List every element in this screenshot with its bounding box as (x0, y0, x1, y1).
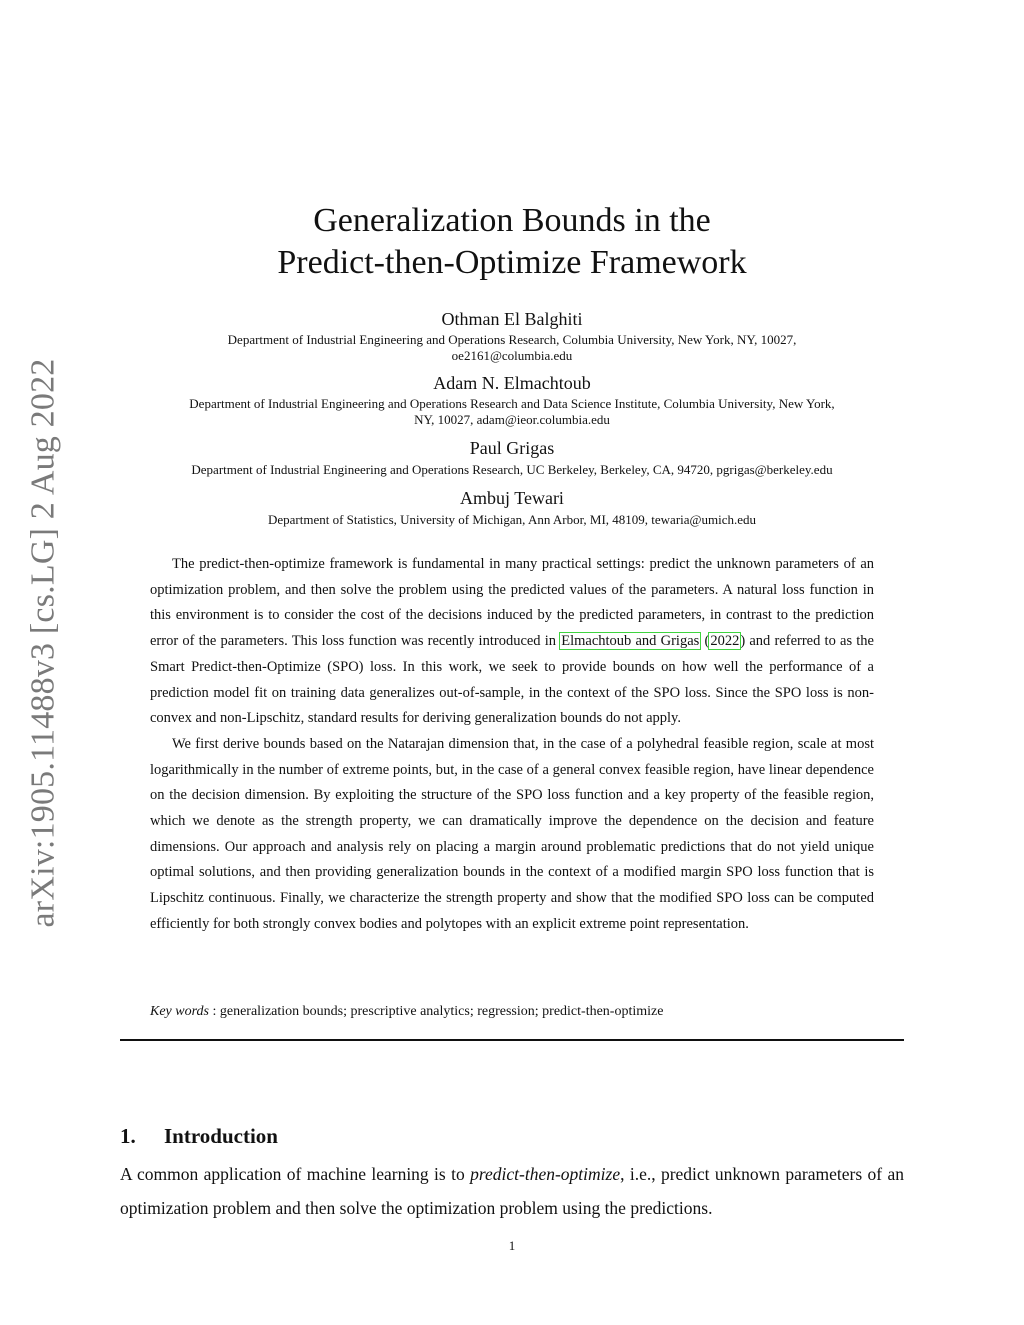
citation-paren: ) (740, 633, 746, 650)
intro-paragraph (120, 1157, 904, 1225)
author-name: Ambuj Tewari (460, 488, 564, 508)
author-email: oe2161@columbia.edu (451, 348, 573, 363)
author-affiliation (120, 512, 904, 528)
affiliation-line: Department of Industrial Engineering and Operations Research and Data Science Institute, Columbia University, New York, (189, 396, 835, 411)
page-number: 1 (508, 1238, 516, 1253)
abstract-paragraph-2: We first derive bounds based on the Natarajan dimension that, in the case of a polyhedral feasible region, scale at most logarithmically in the number of extreme points, but, in the case of a general convex feasible region, have linear dependence on the decision dimension. By exploiting the structure of the SPO loss function and a key property of the feasible region, which we denote as the strength property, we can dramatically improve the dependence on the decision and feature dimensions. Our approach and analysis rely on placing a margin around problematic predictions that do not yield unique optimal solutions, and then providing generalization bounds in the context of a modified margin SPO loss function that is Lipschitz continuous. Finally, we characterize the strength property and show that the modified SPO loss can be computed efficiently for both strongly convex bodies and polytopes with an explicit extreme point representation. (150, 735, 874, 932)
author-name: Adam N. Elmachtoub (433, 373, 591, 393)
keywords-colon: : (208, 1004, 220, 1019)
citation-link[interactable]: Elmachtoub and Grigas (561, 633, 700, 650)
affiliation-line: Department of Statistics, University of Michigan, Ann Arbor, MI, 48109, tewaria@umich.edu (267, 512, 757, 527)
title-line-2: Predict-then-Optimize Framework (277, 244, 747, 281)
author-affiliation (120, 332, 904, 364)
affiliation-line: Department of Industrial Engineering and Operations Research, Columbia University, New York, NY, 10027, (227, 332, 797, 347)
arxiv-stamp (19, 355, 67, 930)
author-email: NY, 10027, adam@ieor.columbia.edu (414, 412, 610, 427)
section-number: 1. (120, 1124, 136, 1148)
keywords-label: Key words (150, 1004, 209, 1019)
intro-emphasis: predict-then-optimize (470, 1164, 621, 1184)
horizontal-rule (120, 1039, 904, 1041)
citation-paren: ( (700, 633, 710, 650)
intro-text: , i.e., predict unknown parameters of an optimization problem and then solve the optimization problem using the predictions. (120, 1164, 904, 1218)
section-heading (120, 1122, 278, 1150)
arxiv-stamp-text: arXiv:1905.11488v3 [cs.LG] 2 Aug 2022 (24, 358, 61, 927)
abstract-text: The predict-then-optimize framework is fundamental in many practical settings: predict the unknown parameters of an optimization problem, and then solve the problem using the predicted values of the parameters. A natural loss function in this environment is to consider the cost of the decisions induced by the predicted parameters, in contrast to the prediction error of the parameters. This loss function was recently introduced in (150, 556, 874, 650)
paper-title (120, 200, 904, 284)
section-title: Introduction (164, 1124, 278, 1148)
author-name: Othman El Balghiti (441, 309, 583, 329)
intro-text: A common application of machine learning is to (120, 1164, 471, 1184)
abstract-paragraph-1 (150, 552, 874, 732)
keywords-text: generalization bounds; prescriptive analytics; regression; predict-then-optimize (219, 1004, 664, 1019)
affiliation-line: Department of Industrial Engineering and Operations Research, UC Berkeley, Berkeley, CA, 94720, pgrigas@berkeley.edu (191, 462, 833, 477)
abstract-text: and referred to as the Smart Predict-then-Optimize (SPO) loss. In this work, we seek to provide bounds on how well the performance of a prediction model fit on training data generalizes out-of-sample, in the context of the SPO loss. Since the SPO loss is non-convex and non-Lipschitz, standard results for deriving generalization bounds do not apply. (150, 633, 874, 727)
citation-year-link[interactable]: 2022 (710, 633, 740, 650)
author-name: Paul Grigas (469, 438, 555, 458)
title-line-1: Generalization Bounds in the (313, 202, 711, 239)
abstract (150, 552, 874, 938)
author-affiliation (120, 396, 904, 428)
author-affiliation (120, 462, 904, 478)
keywords (150, 1002, 874, 1022)
